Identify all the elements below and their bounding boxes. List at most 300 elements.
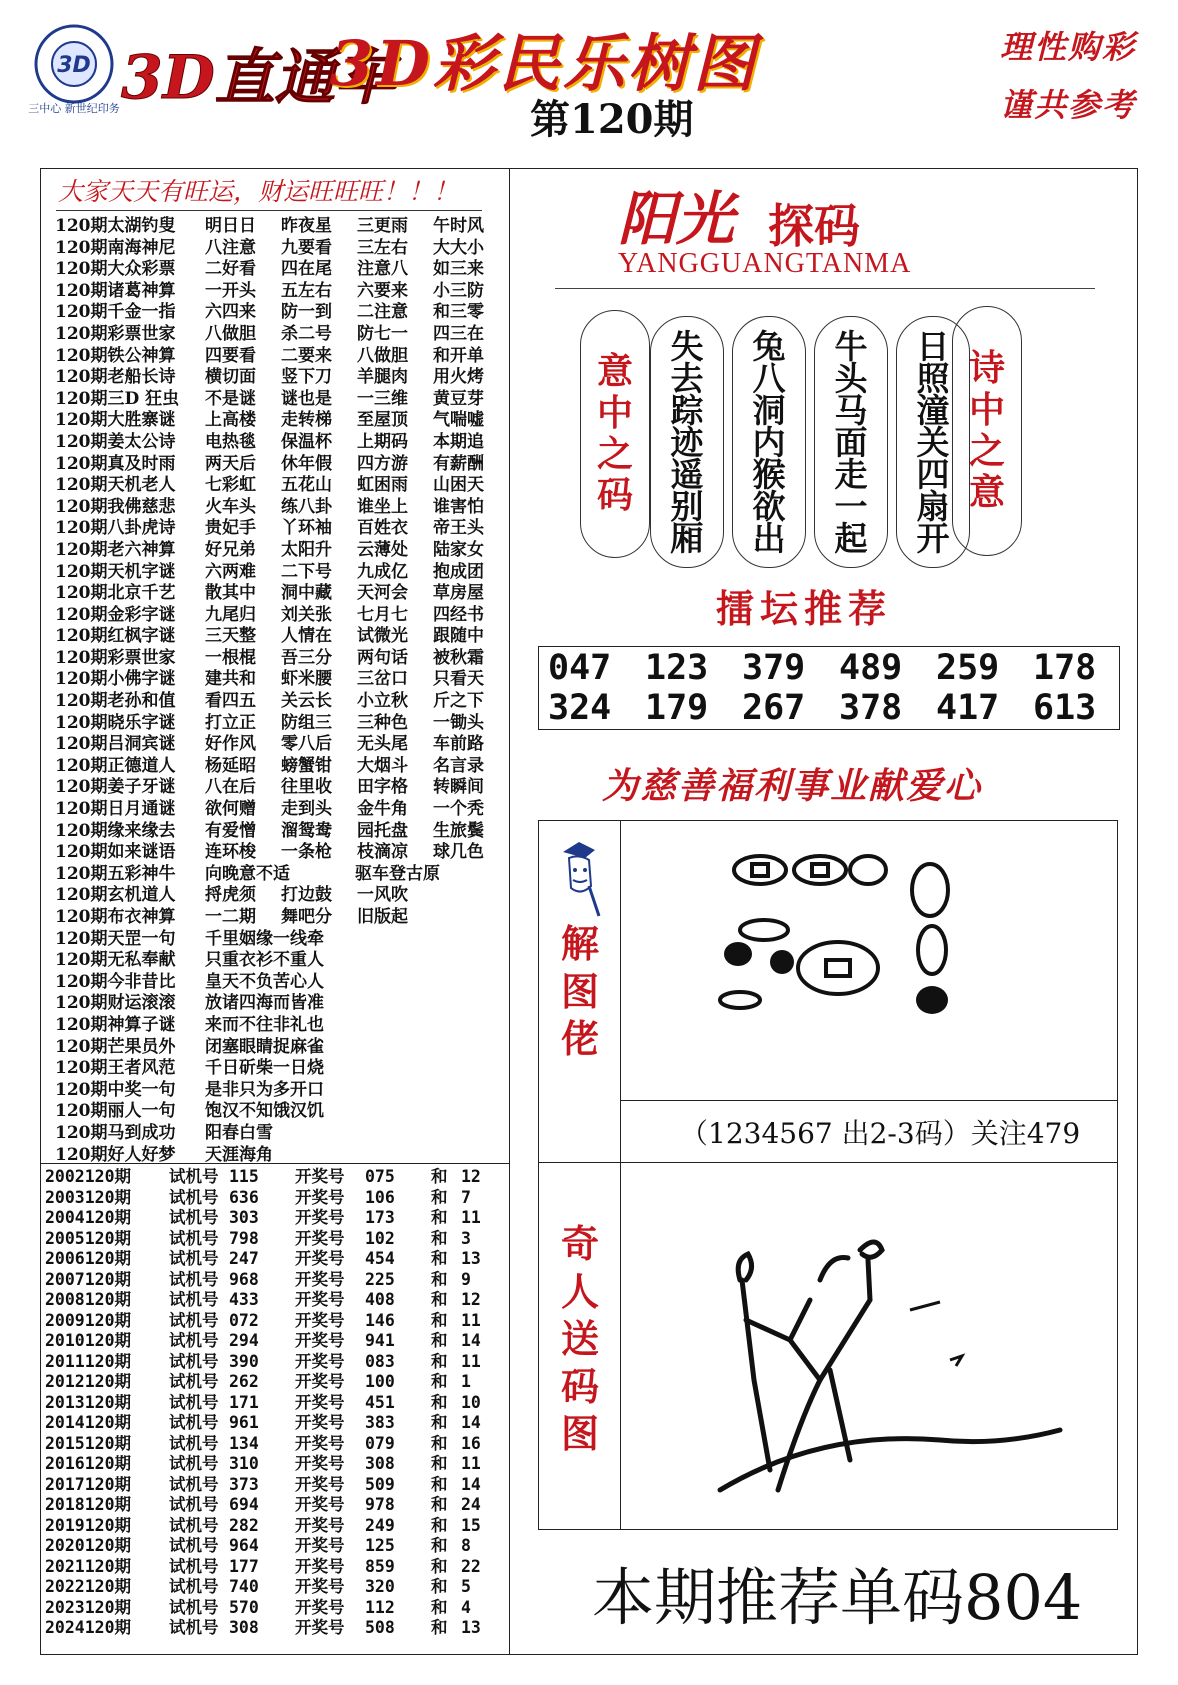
draw-number: 075: [365, 1167, 395, 1186]
sum-label: 和: [431, 1618, 448, 1637]
riddle-clue: 走转梯: [281, 410, 332, 431]
verse-char: 潼: [916, 391, 950, 430]
riddle-clue: 关云长: [281, 691, 332, 712]
yangguang-pinyin: YANGGUANGTANMA: [618, 248, 912, 279]
sum-value: 14: [461, 1413, 481, 1432]
history-row: [45, 1516, 505, 1537]
sum-label: 和: [431, 1372, 448, 1391]
riddle-row: [55, 454, 505, 476]
draw-number-label: 开奖号: [295, 1556, 345, 1576]
riddle-source: 120期好人好梦: [55, 1144, 176, 1165]
riddle-clue: 不是谜: [205, 388, 256, 409]
draw-number: 112: [365, 1597, 395, 1617]
verse-char: 起: [834, 519, 868, 558]
capsule-char: 中: [596, 391, 633, 434]
riddle-clue: 建共和: [205, 669, 256, 690]
test-number-label: 试机号: [169, 1597, 219, 1617]
riddle-source: 120期我佛慈悲: [55, 496, 176, 517]
riddle-source: 120期布衣神算: [55, 907, 176, 927]
combo-row: [548, 648, 1130, 688]
riddle-source: 120期神算子谜: [55, 1014, 176, 1035]
draw-number: 308: [365, 1454, 395, 1473]
riddle-row: [55, 907, 505, 929]
draw-number: 125: [365, 1536, 395, 1555]
test-number-label: 试机号: [169, 1433, 219, 1453]
riddle-clue: 休年假: [281, 453, 332, 474]
test-number: 134: [229, 1433, 259, 1453]
sum-label: 和: [431, 1167, 448, 1186]
sum-label: 和: [431, 1433, 448, 1453]
riddle-clue: 球几色: [433, 842, 484, 863]
test-number: 740: [229, 1577, 259, 1596]
sum-value: 11: [461, 1351, 481, 1371]
riddle-clue: 好作风: [205, 734, 256, 755]
combo-number: 489: [839, 648, 903, 688]
draw-number-label: 开奖号: [295, 1167, 345, 1186]
capsule-code-label: [580, 310, 650, 558]
riddle-clue: 杨延昭: [205, 755, 256, 776]
draw-number-label: 开奖号: [295, 1331, 345, 1350]
greeting-underline: [56, 210, 482, 211]
test-number-label: 试机号: [169, 1515, 219, 1535]
history-issue: 2023120期: [45, 1597, 132, 1617]
test-number: 636: [229, 1187, 259, 1207]
capsule-char: 码: [596, 474, 633, 517]
riddle-source: 120期北京千艺: [55, 583, 176, 604]
riddle-clue: 三种色: [357, 712, 408, 733]
test-number: 072: [229, 1310, 259, 1330]
riddle-clue: 三岔口: [357, 669, 408, 690]
test-number: 262: [229, 1372, 259, 1391]
riddle-clue: 放诸四海而皆准: [205, 993, 324, 1014]
riddle-clue: 四三在: [433, 323, 484, 344]
history-issue: 2005120期: [45, 1228, 132, 1248]
sum-label: 和: [431, 1290, 448, 1309]
riddle-clue: 一个秃: [433, 799, 484, 820]
verse-char: 八: [752, 359, 786, 398]
riddle-clue: 一开头: [205, 280, 256, 301]
test-number: 961: [229, 1413, 259, 1432]
sum-value: 4: [461, 1597, 471, 1617]
verse-char: 一: [834, 487, 868, 526]
combo-number: 047: [548, 648, 612, 688]
history-row: [45, 1618, 505, 1639]
single-code-recommend: 本期推荐单码804: [592, 1561, 1083, 1634]
verse-char: 头: [834, 359, 868, 398]
history-row: [45, 1188, 505, 1209]
sum-value: 1: [461, 1372, 471, 1391]
capsule-char: 之: [596, 433, 633, 475]
riddle-clue: 谁害怕: [433, 496, 484, 517]
riddle-clue: 千里姻缘一线牵: [205, 928, 324, 949]
riddle-row: [55, 540, 505, 562]
sum-value: 14: [461, 1331, 481, 1350]
draw-number: 320: [365, 1577, 395, 1596]
riddle-source: 120期真及时雨: [55, 453, 176, 474]
riddle-clue: 明日日: [205, 216, 256, 236]
verse-char: 出: [752, 519, 786, 558]
combo-number: 378: [839, 688, 903, 728]
verse-char: 扇: [916, 487, 950, 526]
arena-recommend-title: 擂坛推荐: [716, 586, 893, 631]
test-number: 694: [229, 1495, 259, 1514]
draw-number: 451: [365, 1392, 395, 1412]
test-number: 964: [229, 1536, 259, 1555]
verse-line-1: [896, 316, 970, 568]
yangguang-subtitle: 探码: [768, 199, 860, 253]
riddle-clue: 防七一: [357, 323, 408, 344]
draw-number-label: 开奖号: [295, 1208, 345, 1227]
draw-number: 083: [365, 1351, 395, 1371]
test-number: 303: [229, 1208, 259, 1227]
riddle-clue: 四方游: [357, 453, 408, 474]
riddle-clue: 用火烤: [433, 367, 484, 388]
riddle-clue: 好兄弟: [205, 539, 256, 560]
sum-value: 14: [461, 1474, 481, 1494]
puzzle-divider-vertical: [620, 820, 621, 1530]
riddle-source: 120期王者风范: [55, 1058, 176, 1079]
label-char: 解: [560, 921, 599, 966]
riddle-clue: 一根棍: [205, 647, 256, 668]
history-issue: 2002120期: [45, 1167, 132, 1186]
sum-value: 13: [461, 1618, 481, 1637]
riddle-source: 120期金彩字谜: [55, 604, 176, 625]
riddle-clue: 看四五: [205, 691, 256, 712]
draw-number: 941: [365, 1331, 395, 1350]
riddle-source: 120期今非昔比: [55, 971, 176, 992]
riddle-clue: 防一到: [281, 302, 332, 323]
riddle-source: 120期老船长诗: [55, 367, 176, 388]
verse-line-2: [814, 316, 888, 568]
draw-number-label: 开奖号: [295, 1249, 345, 1268]
riddle-source: 120期姜子牙谜: [55, 777, 176, 798]
draw-number: 106: [365, 1187, 395, 1207]
history-issue: 2014120期: [45, 1413, 132, 1432]
label-char: 图: [560, 1411, 599, 1456]
sum-value: 10: [461, 1392, 481, 1412]
sum-value: 24: [461, 1495, 481, 1514]
riddle-row: [55, 756, 505, 778]
riddle-clue: 和开单: [433, 345, 484, 366]
test-number-label: 试机号: [169, 1208, 219, 1227]
riddle-row: [55, 669, 505, 691]
riddle-row: [55, 1058, 505, 1080]
riddle-clue: 驱车登古原: [355, 863, 440, 884]
riddle-clue: 本期追: [433, 431, 484, 452]
history-row: [45, 1577, 505, 1598]
riddle-clue: 大烟斗: [357, 755, 408, 776]
combo-number: 379: [742, 648, 806, 688]
riddle-row: [55, 713, 505, 735]
test-number-label: 试机号: [169, 1187, 219, 1207]
combo-number: 259: [936, 648, 1000, 688]
riddle-clue: 六要来: [357, 280, 408, 301]
riddle-source: 120期丽人一句: [55, 1101, 176, 1122]
history-row: [45, 1557, 505, 1578]
riddle-source: 120期彩票世家: [55, 647, 176, 668]
riddle-clue: 云薄处: [357, 539, 408, 560]
riddle-clue: 防组三: [281, 712, 332, 733]
riddle-clue: 一锄头: [433, 712, 484, 733]
verse-char: 迹: [670, 423, 704, 462]
riddle-source: 120期中奖一句: [55, 1079, 176, 1100]
draw-number-label: 开奖号: [295, 1577, 345, 1596]
svg-text:三中心 新世纪印务: 三中心 新世纪印务: [28, 102, 120, 115]
test-number-label: 试机号: [169, 1618, 219, 1637]
sum-label: 和: [431, 1454, 448, 1473]
riddle-clue: 七月七: [357, 604, 408, 625]
riddle-clue: 谜也是: [281, 388, 332, 409]
history-issue: 2009120期: [45, 1310, 132, 1330]
history-row: [45, 1249, 505, 1270]
riddle-clue: 枝滴凉: [357, 842, 408, 863]
riddle-row: [55, 950, 505, 972]
riddle-clue: 如三来: [433, 259, 484, 280]
riddle-clue: 有薪酬: [433, 453, 484, 474]
verse-char: 去: [670, 359, 704, 398]
test-number: 115: [229, 1167, 259, 1186]
label-char: 人: [560, 1268, 599, 1314]
sum-value: 12: [461, 1167, 481, 1186]
history-row: [45, 1290, 505, 1311]
combo-number: 123: [645, 648, 709, 688]
draw-number-label: 开奖号: [295, 1372, 345, 1391]
riddle-row: [55, 389, 505, 411]
history-issue: 2007120期: [45, 1269, 132, 1289]
history-issue: 2024120期: [45, 1618, 132, 1637]
test-number: 968: [229, 1269, 259, 1289]
riddle-clue: 两句话: [357, 647, 408, 668]
draw-number-label: 开奖号: [295, 1597, 345, 1617]
riddle-source: 120期晓乐字谜: [55, 712, 176, 733]
riddle-clue: 吾三分: [281, 647, 332, 668]
svg-text:3D: 3D: [57, 53, 91, 78]
riddle-clue: 是非只为多开口: [205, 1079, 324, 1100]
sum-label: 和: [431, 1351, 448, 1371]
riddle-row: [55, 691, 505, 713]
charity-banner: 为慈善福利事业献爱心: [602, 765, 983, 807]
sum-label: 和: [431, 1556, 448, 1576]
riddle-source: 120期彩票世家: [55, 323, 176, 344]
riddle-clue: 四经书: [433, 604, 484, 625]
riddle-row: [55, 864, 505, 886]
draw-number-label: 开奖号: [295, 1495, 345, 1514]
combo-number: 178: [1033, 648, 1097, 688]
riddle-clue: 田字格: [357, 777, 408, 798]
riddle-source: 120期老六神算: [55, 539, 176, 560]
riddle-source: 120期天机老人: [55, 475, 176, 496]
draw-number-label: 开奖号: [295, 1454, 345, 1473]
riddle-clue: 螃蟹钳: [281, 755, 332, 776]
issue-title: 第120期: [530, 96, 694, 143]
capsule-char: 意: [968, 471, 1005, 514]
logo: [26, 14, 395, 124]
test-number-label: 试机号: [169, 1392, 219, 1412]
sum-value: 9: [461, 1269, 471, 1289]
sum-label: 和: [431, 1474, 448, 1494]
riddle-clue: 九成亿: [357, 561, 408, 582]
riddle-clue: 无头尾: [357, 734, 408, 755]
riddle-source: 120期五彩神牛: [55, 863, 176, 884]
riddle-clue: 人情在: [281, 626, 332, 647]
history-row: [45, 1372, 505, 1393]
riddle-clue: 羊腿肉: [357, 367, 408, 388]
verse-char: 猴: [752, 455, 786, 494]
riddle-source: 120期天罡一句: [55, 928, 176, 949]
test-number-label: 试机号: [169, 1228, 219, 1248]
sum-value: 8: [461, 1536, 471, 1555]
verse-char: 四: [916, 455, 950, 494]
riddle-row: [55, 821, 505, 843]
riddle-clue: 六两难: [205, 561, 256, 582]
riddle-clue: 至屋顶: [357, 410, 408, 431]
riddle-clue: 五左右: [281, 280, 332, 301]
test-number-label: 试机号: [169, 1167, 219, 1186]
test-number-label: 试机号: [169, 1454, 219, 1473]
riddle-row: [55, 410, 505, 432]
sum-value: 12: [461, 1290, 481, 1309]
history-row: [45, 1536, 505, 1557]
combo-number: 179: [645, 688, 709, 728]
draw-number-label: 开奖号: [295, 1269, 345, 1289]
riddle-clue: 舞吧分: [281, 907, 332, 927]
history-issue: 2021120期: [45, 1556, 132, 1576]
riddle-clue: 小立秋: [357, 691, 408, 712]
riddle-source: 120期太湖钓叟: [55, 216, 176, 236]
riddle-row: [55, 1080, 505, 1102]
riddle-clue: 二好看: [205, 259, 256, 280]
history-row: [45, 1598, 505, 1619]
riddle-clue: 斤之下: [433, 691, 484, 712]
riddle-clue: 名言录: [433, 755, 484, 776]
riddle-clue: 七彩虹: [205, 475, 256, 496]
riddle-clue: 谁坐上: [357, 496, 408, 517]
sum-value: 11: [461, 1208, 481, 1227]
riddle-clue: 昨夜星: [281, 216, 332, 236]
riddle-clue: 闭塞眼睛捉麻雀: [205, 1036, 324, 1057]
verse-char: 别: [670, 487, 704, 526]
riddle-clue: 上期码: [357, 431, 408, 452]
riddle-clue: 阳春白雪: [205, 1122, 273, 1143]
draw-number: 079: [365, 1433, 395, 1453]
riddle-clue: 草房屋: [433, 583, 484, 604]
draw-number-label: 开奖号: [295, 1310, 345, 1330]
riddle-source: 120期天机字谜: [55, 561, 176, 582]
riddle-row: [55, 346, 505, 368]
combo-row: [548, 688, 1130, 728]
riddle-clue: 一三维: [357, 388, 408, 409]
riddle-row: [55, 302, 505, 324]
test-number-label: 试机号: [169, 1310, 219, 1330]
test-number-label: 试机号: [169, 1290, 219, 1309]
sum-label: 和: [431, 1392, 448, 1412]
riddle-row: [55, 497, 505, 519]
riddle-row: [55, 648, 505, 670]
riddle-clue: 天河会: [357, 583, 408, 604]
sum-label: 和: [431, 1208, 448, 1227]
riddle-clue: 八在后: [205, 777, 256, 798]
test-number: 570: [229, 1597, 259, 1617]
history-issue: 2015120期: [45, 1433, 132, 1453]
draw-number: 978: [365, 1495, 395, 1514]
riddle-clue: 百姓衣: [357, 518, 408, 539]
sum-label: 和: [431, 1577, 448, 1596]
sum-label: 和: [431, 1187, 448, 1207]
riddle-clue: 火车头: [205, 496, 256, 517]
riddle-source: 120期三D 狂虫: [55, 388, 180, 409]
riddle-row: [55, 842, 505, 864]
yangguang-title: 阳光: [618, 185, 735, 253]
riddle-clue: 一风吹: [357, 885, 408, 906]
history-issue: 2006120期: [45, 1249, 132, 1268]
test-number: 390: [229, 1351, 259, 1371]
riddle-clue: 八做胆: [205, 323, 256, 344]
history-row: [45, 1270, 505, 1291]
riddle-clue: 有爱憎: [205, 820, 256, 841]
sum-value: 5: [461, 1577, 471, 1596]
riddle-source: 120期吕洞宾谜: [55, 734, 176, 755]
riddle-row: [55, 518, 505, 540]
riddle-clue: 虹困雨: [357, 475, 408, 496]
riddle-clue: 气喘嘘: [433, 410, 484, 431]
test-number: 294: [229, 1331, 259, 1350]
riddle-clue: 四在尾: [281, 259, 332, 280]
test-number-label: 试机号: [169, 1372, 219, 1391]
verse-char: 洞: [752, 391, 786, 430]
draw-number-label: 开奖号: [295, 1515, 345, 1535]
draw-number-label: 开奖号: [295, 1433, 345, 1453]
riddle-source: 120期玄机道人: [55, 885, 176, 906]
history-issue: 2013120期: [45, 1392, 132, 1412]
draw-number-label: 开奖号: [295, 1536, 345, 1555]
riddle-clue: 饱汉不知饿汉饥: [205, 1101, 324, 1122]
riddle-clue: 注意八: [357, 259, 408, 280]
history-issue: 2010120期: [45, 1331, 132, 1350]
riddle-clue: 太阳升: [281, 539, 332, 560]
riddle-row: [55, 281, 505, 303]
draw-number-label: 开奖号: [295, 1618, 345, 1637]
riddle-clue: 车前路: [433, 734, 484, 755]
riddle-clue: 上高楼: [205, 410, 256, 431]
riddle-clue: 零八后: [281, 734, 332, 755]
riddle-clue: 二下号: [281, 561, 332, 582]
riddle-clue: 抱成团: [433, 561, 484, 582]
history-row: [45, 1311, 505, 1332]
test-number: 247: [229, 1249, 259, 1268]
combo-number: 324: [548, 688, 612, 728]
riddle-clue: 八注意: [205, 237, 256, 258]
riddle-row: [55, 475, 505, 497]
sum-value: 15: [461, 1515, 481, 1535]
riddle-row: [55, 626, 505, 648]
riddle-source: 120期诸葛神算: [55, 280, 176, 301]
test-number: 433: [229, 1290, 259, 1309]
history-table: [45, 1167, 505, 1639]
history-issue: 2016120期: [45, 1454, 132, 1473]
history-issue: 2017120期: [45, 1474, 132, 1494]
riddle-clue: 金牛角: [357, 799, 408, 820]
test-number-label: 试机号: [169, 1413, 219, 1432]
riddle-source: 120期铁公神算: [55, 345, 176, 366]
capsule-char: 中: [968, 388, 1005, 431]
sum-value: 13: [461, 1249, 481, 1268]
combo-number: 267: [742, 688, 806, 728]
riddle-source: 120期财运滚滚: [55, 993, 176, 1014]
riddle-clue: 丫环袖: [281, 518, 332, 539]
riddle-clue: 试微光: [357, 626, 408, 647]
riddle-clue: 帝王头: [433, 518, 484, 539]
history-issue: 2018120期: [45, 1495, 132, 1514]
